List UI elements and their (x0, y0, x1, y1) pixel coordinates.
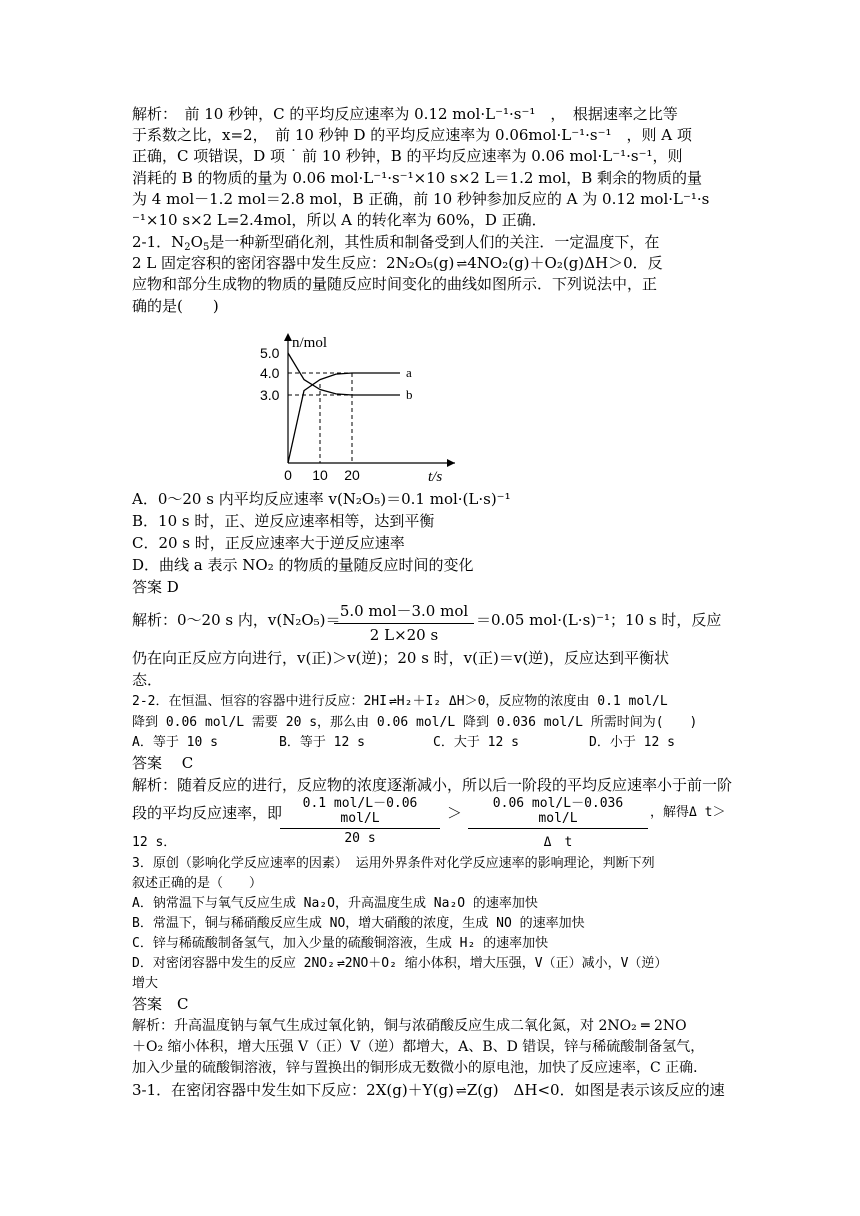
question-2-1-line: 2-1．$N_2O_5$是一种新型硝化剂，其性质和制备受到人们的关注．一定温度下，在 (132, 233, 660, 253)
question-2-1-line: 应物和部分生成物的物质的量随反应时间变化的曲线如图所示．下列说法中，正 (132, 275, 658, 293)
equilibrium-arrow-icon: ⇌ (336, 956, 343, 971)
text-line: 解析： 前 10 秒钟，C 的平均反应速率为 0.12 mol·L⁻¹·s⁻¹ ， 根据速率之比等 (132, 105, 678, 123)
x-tick-label: 10 (312, 467, 328, 483)
explanation-line: 仍在向正反应方向进行，v(正)＞v(逆)；20 s 时，v(正)＝v(逆)，反应达到平衡状 (132, 649, 670, 667)
option-b: B．常温下，铜与稀硝酸反应生成 NO，增大硝酸的浓度，生成 NO 的速率加快 (132, 916, 585, 931)
text-line: ⁻¹×10 s×2 L=2.4mol，所以 A 的转化率为 60%，D 正确． (132, 211, 547, 229)
option-b: B．等于 12 s (279, 735, 365, 750)
equilibrium-arrow-icon: ⇌ (456, 257, 466, 272)
option-a: A．等于 10 s (132, 735, 218, 750)
y-tick-label: 5.0 (260, 345, 280, 361)
series-a (288, 373, 400, 463)
mole-time-chart (250, 325, 480, 485)
question-2-1-line: 确的是( ) (132, 297, 219, 315)
explanation-line: 段的平均反应速率，即 (132, 804, 283, 822)
answer: 答案 D (132, 578, 179, 596)
fraction (468, 792, 648, 850)
question-3-line: 3．原创（影响化学反应速率的因素） 运用外界条件对化学反应速率的影响理论，判断下列 (132, 856, 655, 871)
fraction-denominator: 2 L×20 s (369, 626, 439, 644)
fraction-numerator: 0.1 mol/L－0.06 mol/L (280, 792, 440, 829)
option-d-cont: 增大 (132, 976, 159, 991)
fraction-numerator: 0.06 mol/L－0.036 mol/L (468, 792, 648, 829)
explanation-line: 态． (132, 671, 163, 689)
series-label-b: b (406, 387, 413, 402)
question-2-1-line: 2 L 固定容积的密闭容器中发生反应：2N₂O₅(g) ⇌ 4NO₂(g)＋O₂(g)ΔH＞0．反 (132, 253, 663, 275)
fraction-denominator: 20 s (344, 831, 376, 846)
explanation-line: ＋O₂ 缩小体积，增大压强 V（正）V（逆）都增大，A、B、D 错误，锌与稀硫酸制备氢气， (132, 1039, 705, 1055)
series-label-a: a (406, 365, 412, 380)
option-c: C．大于 12 s (433, 735, 519, 750)
option-b: B．10 s 时，正、逆反应速率相等，达到平衡 (132, 512, 435, 530)
explanation-line: 12 s． (132, 835, 177, 850)
question-2-2-line: 2-2．在恒温、恒容的容器中进行反应：2HI ⇌ H₂＋I₂ ΔH＞0，反应物的浓度由 0.1 mol/L (132, 692, 668, 712)
options-row (132, 733, 675, 753)
question-3-line: 叙述正确的是（ ） (132, 876, 263, 891)
explanation-line: 解析：0～20 s 内，v(N₂O₅)＝ (132, 611, 341, 629)
greater-than: ＞ (447, 804, 463, 822)
explanation-line: 解析：升高温度钠与氧气生成过氧化钠，铜与浓硝酸反应生成二氧化氮，对 2NO₂ ═ 2NO (132, 1018, 687, 1034)
explanation-line: ，解得Δ t＞ (650, 805, 726, 820)
option-d: D．小于 12 s (589, 735, 675, 750)
fraction-numerator: 5.0 mol－3.0 mol (334, 600, 474, 624)
fraction (280, 792, 440, 846)
explanation-line: ＝0.05 mol·(L·s)⁻¹；10 s 时，反应 (476, 611, 722, 629)
text-line: 正确，C 项错误，D 项 ˙ 前 10 秒钟，B 的平均反应速率为 0.06 mol·L⁻¹·s⁻¹，则 (132, 147, 683, 165)
x-tick-label: 0 (284, 467, 292, 483)
equilibrium-arrow-icon: ⇌ (455, 1084, 465, 1099)
y-axis-label: n/mol (292, 335, 328, 351)
text-line: 消耗的 B 的物质的量为 0.06 mol·L⁻¹·s⁻¹×10 s×2 L＝1.2 mol，B 剩余的物质的量 (132, 169, 703, 187)
y-axis-arrow-icon (284, 333, 292, 341)
option-a: A．钠常温下与氧气反应生成 Na₂O，升高温度生成 Na₂O 的速率加快 (132, 896, 538, 911)
x-tick-label: 20 (344, 467, 360, 483)
x-axis-arrow-icon (447, 459, 455, 467)
equilibrium-arrow-icon: ⇌ (388, 694, 395, 709)
fraction (334, 600, 474, 644)
option-c: C．锌与稀硫酸制备氢气，加入少量的硫酸铜溶液，生成 H₂ 的速率加快 (132, 936, 549, 951)
y-tick-label: 4.0 (260, 365, 280, 381)
question-2-2-line: 降到 0.06 mol/L 需要 20 s，那么由 0.06 mol/L 降到 0.036 mol/L 所需时间为( ) (132, 715, 698, 730)
option-d: D．曲线 a 表示 NO₂ 的物质的量随反应时间的变化 (132, 556, 474, 574)
option-c: C．20 s 时，正反应速率大于逆反应速率 (132, 534, 405, 552)
text-line: 于系数之比，x=2， 前 10 秒钟 D 的平均反应速率为 0.06mol·L⁻¹·s⁻¹ ，则 A 项 (132, 126, 692, 144)
fraction-denominator: Δ t (543, 835, 573, 850)
option-a: A．0～20 s 内平均反应速率 v(N₂O₅)＝0.1 mol·(L·s)⁻¹ (132, 490, 511, 508)
y-tick-label: 3.0 (260, 387, 280, 403)
question-3-1-line: 3-1．在密闭容器中发生如下反应：2X(g)＋Y(g) ⇌ Z(g) ΔH<0．如图是表示该反应的速 (132, 1080, 725, 1102)
answer: 答案 C (132, 754, 194, 772)
text-line: 为 4 mol－1.2 mol＝2.8 mol，B 正确，前 10 秒钟参加反应的 A 为 0.12 mol·L⁻¹·s (132, 190, 710, 208)
answer: 答案 C (132, 995, 189, 1013)
x-axis-label: t/s (428, 469, 443, 485)
option-d: D．对密闭容器中发生的反应 2NO₂ ⇌ 2NO＋O₂ 缩小体积，增大压强，V（正）减小，V（逆） (132, 954, 667, 974)
explanation-line: 加入少量的硫酸铜溶液，锌与置换出的铜形成无数微小的原电池，加快了反应速率，C 正确． (132, 1060, 708, 1076)
explanation-line: 解析：随着反应的进行，反应物的浓度逐渐减小，所以后一阶段的平均反应速率小于前一阶 (132, 776, 733, 794)
